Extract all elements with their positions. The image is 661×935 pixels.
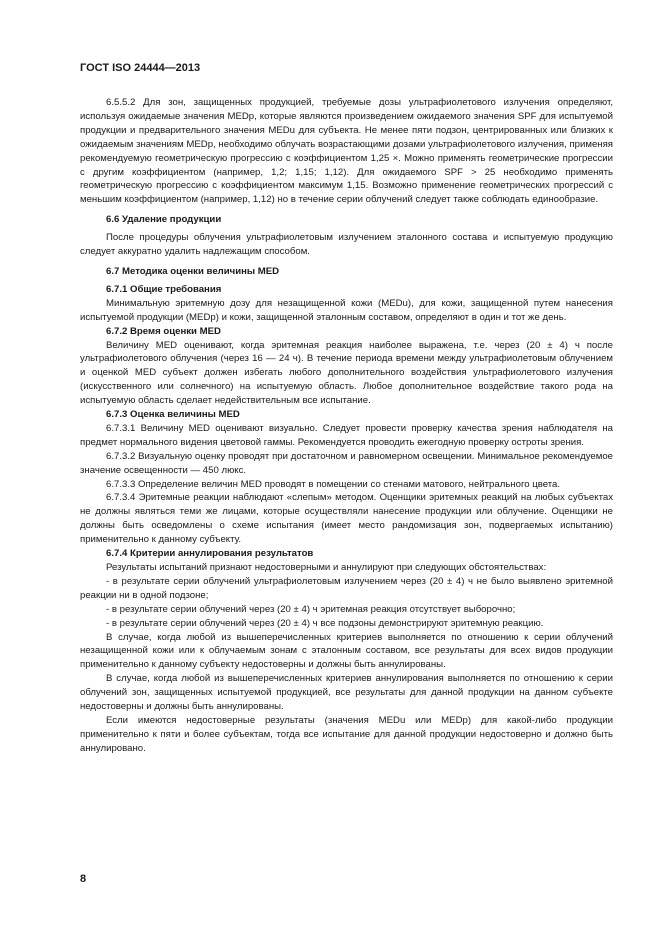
document-body (80, 96, 613, 756)
paragraph-6-6: После процедуры облучения ультрафиолетовым излучением эталонного состава и испытуемую продукцию следует аккуратно удалить надлежащим способом. (80, 232, 613, 258)
paragraph-6-7-4-consequence-1: В случае, когда любой из вышеперечисленных критериев выполняется по отношению к серии облучений незащищенной кожи или к облучаемым зонам с эталонным составом, все результаты для всех видов продукции применительно к данному субъекту недостоверны и должны быть аннулированы. (80, 631, 613, 671)
list-item-criterion-2: - в результате серии облучений через (20 ± 4) ч эритемная реакция отсутствует выборочно; (106, 603, 516, 615)
paragraph-6-5-5-2: 6.5.5.2 Для зон, защищенных продукцией, требуемые дозы ультрафиолетового излучения определяют, используя ожидаемые значения MEDp, которые являются произведением ожидаемого значения SPF для испытуемой продукции и предварительного значения MEDu для субъекта. Не менее пяти подзон, центрированных или близких к ожидаемым значениям MEDp, необходимо облучать возрастающими дозами ультрафиолетового излучения, применяя рекомендуемую геометрическую прогрессию с коэффициентом 1,25 ×. Можно применять геометрические прогрессии с другим коэффициентом (например, 1,2; 1,15; 1,12). Для ожидаемого SPF > 25 необходимо применять геометрическую прогрессию с коэффициентом максимум 1,15. Возможно применение геометрических прогрессий с меньшим коэффициентом (например, 1,12) но в течение серии облучений следует также соблюдать единообразие. (80, 97, 613, 206)
list-item-criterion-3: - в результате серии облучений через (20 ± 4) ч все подзоны демонстрируют эритемную реакцию. (106, 617, 544, 629)
paragraph-6-7-3-1: 6.7.3.1 Величину MED оценивают визуально. Следует провести проверку качества зрения наблюдателя на предмет нормального видения цветовой гаммы. Рекомендуется проводить ежегодную проверку остроты зрения. (80, 422, 613, 448)
paragraph-6-7-4-consequence-3: Если имеются недостоверные результаты (значения MEDu или MEDp) для какой-либо продукции применительно к пяти и более субъектам, тогда все испытание для данной продукции недостоверно и должно быть аннулировано. (80, 714, 613, 754)
page-number: 8 (80, 873, 87, 885)
paragraph-6-7-1: Минимальную эритемную дозу для незащищенной кожи (MEDu), для кожи, защищенной путем нанесения испытуемой продукции (MEDp) и кожи, защищенной эталонным составом, определяют в один и тот же день. (80, 297, 613, 323)
paragraph-6-7-2: Величину MED оценивают, когда эритемная реакция наиболее выражена, т.е. через (20 ± 4) ч после ультрафиолетового облучения (через 16 — 24 ч). В течение периода времени между ультрафиолетовым облучением и оценкой MED субъект должен избегать любого дополнительного воздействия ультрафиолетового излучения (искусственного или солнечного) на испытуемую область. Любое дополнительное воздействие такого рода на испытуемую область сделает недействительным все испытание. (80, 339, 613, 407)
paragraph-6-7-3-3: 6.7.3.3 Определение величин MED проводят в помещении со стенами матового, нейтрального цвета. (106, 478, 561, 490)
heading-6-6: 6.6 Удаление продукции (106, 214, 222, 226)
heading-6-7: 6.7 Методика оценки величины MED (106, 265, 280, 277)
paragraph-6-7-4-consequence-2: В случае, когда любой из вышеперечисленных критериев аннулирования выполняется по отношению к серии облучений зон, защищенных испытуемой продукцией, все результаты для данной продукции на данном субъекте недостоверны и должны быть аннулированы. (80, 673, 613, 713)
paragraph-6-7-3-2: 6.7.3.2 Визуальную оценку проводят при достаточном и равномерном освещении. Минимальное рекомендуемое значение освещенности — 450 люкс. (80, 450, 613, 476)
list-item-criterion-1: - в результате серии облучений ультрафиолетовым излучением через (20 ± 4) ч не было выявлено эритемной реакции ни в одной подзоне; (80, 575, 613, 601)
paragraph-6-7-3-4: 6.7.3.4 Эритемные реакции наблюдают «слепым» методом. Оценщики эритемных реакций на любых субъектах не должны являться теми же лицами, которые осуществляли нанесение продукции или облучение. Оценщики не должны быть осведомлены о схеме испытания (имеет место рандомизация зон, подвергаемых испытанию) применительно к данному субъекту. (80, 492, 613, 546)
heading-6-7-1: 6.7.1 Общие требования (106, 283, 222, 295)
heading-6-7-2: 6.7.2 Время оценки MED (106, 325, 221, 337)
heading-6-7-3: 6.7.3 Оценка величины MED (106, 409, 240, 421)
paragraph-6-7-4-intro: Результаты испытаний признают недостоверными и аннулируют при следующих обстоятельствах: (106, 562, 547, 573)
heading-6-7-4: 6.7.4 Критерии аннулирования результатов (106, 548, 314, 560)
document-header: ГОСТ ISO 24444—2013 (80, 62, 201, 74)
